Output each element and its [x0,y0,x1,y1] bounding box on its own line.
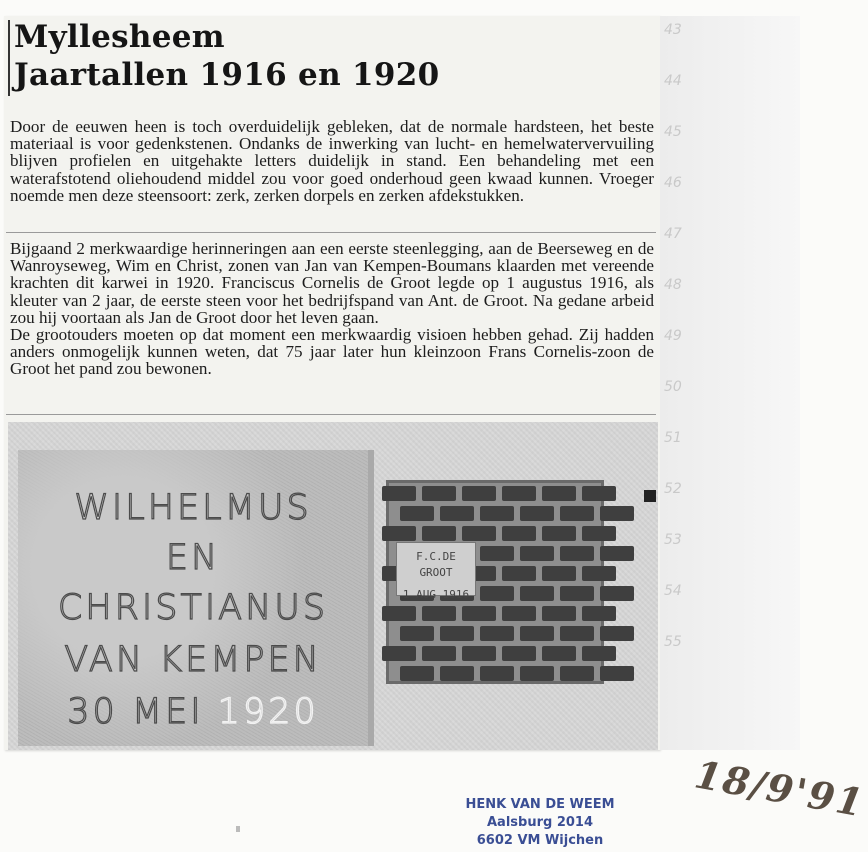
margin-number: 50 [664,379,682,395]
stone-inscription-line: EN [165,538,221,578]
margin-number: 52 [664,481,682,497]
scan-speck [236,826,240,832]
address-stamp [440,796,640,850]
margin-number-column [664,22,704,685]
stone-inscription-date [18,694,368,730]
stone-date-prefix: 30 MEI [67,692,204,732]
brick-row [379,605,619,622]
stone-date-year: 1920 [217,692,319,732]
brick-row [379,645,619,662]
paragraph-divider [6,232,656,233]
stamp-name: HENK VAN DE WEEM [465,797,615,812]
photo-corner-mark [644,490,656,502]
headline-line-1: Myllesheem [14,19,225,55]
margin-number: 45 [664,124,682,140]
stone-inscription-line: CHRISTIANUS [57,588,329,628]
brick-row [397,665,637,682]
brick-row [379,525,619,542]
margin-number: 47 [664,226,682,242]
stone-inscription-line: WILHELMUS [74,488,312,528]
article-paragraph-3: De grootouders moeten op dat moment een merkwaardig visioen hebben gehad. Zij hadden anders onmogelijk kunnen weten, dat 75 jaar later hun kleinzoon Frans Cornelis-zoon de Groot het pand zou bewonen. [10,325,654,379]
margin-number: 53 [664,532,682,548]
brick-row [397,625,637,642]
memorial-stone [18,450,374,746]
margin-number: 43 [664,22,682,38]
article-headline [14,18,440,94]
margin-number: 44 [664,73,682,89]
margin-number: 55 [664,634,682,650]
article-paragraph-group [10,240,654,378]
headline-rule [8,20,10,96]
plaque-line-2: 1 AUG 1916 [402,588,470,601]
handwritten-date: 18/9'91 [691,751,868,826]
margin-number: 48 [664,277,682,293]
paragraph-divider [6,414,656,415]
margin-number: 49 [664,328,682,344]
brick-row [397,505,637,522]
margin-number: 51 [664,430,682,446]
foundation-plaque [396,542,476,601]
article-paragraph-2: Bijgaand 2 merkwaardige herinneringen aan een eerste steenlegging, aan de Beerseweg en de Wanroyseweg, Wim en Christ, zonen van Jan van Kempen-Boumans klaarden met vereende krachten dit karwei in 1920. Franciscus Cornelis de Groot legde op 1 augustus 1916, als kleuter van 2 jaar, de eerste steen voor het bedrijfspand van Ant. de Groot. Na gedane arbeid zou hij voortaan als Jan de Groot door het leven gaan. [10,239,654,327]
headline-line-2: Jaartallen 1916 en 1920 [14,57,440,93]
brick-row [379,485,619,502]
stamp-city: 6602 VM Wijchen [476,833,604,848]
stamp-street: Aalsburg 2014 [486,815,593,830]
margin-number: 54 [664,583,682,599]
article-photo [8,422,658,750]
article-paragraph-1: Door de eeuwen heen is toch overduidelijk gebleken, dat de normale hardsteen, het beste materiaal is voor gedenkstenen. Ondanks de inwerking van lucht- en hemelwatervervuiling blijven profielen en uitgehakte letters duidelijk in stand. Een behandeling met een waterafstotend oliehoudend middel zou voor goed onderhoud geen kwaad kunnen. Vroeger noemde men deze steensoort: zerk, zerken dorpels en zerken afdekstukken. [10,117,654,205]
stone-inscription-line: VAN KEMPEN [64,640,322,680]
plaque-line-1: F.C.DE GROOT [416,550,456,579]
margin-number: 46 [664,175,682,191]
